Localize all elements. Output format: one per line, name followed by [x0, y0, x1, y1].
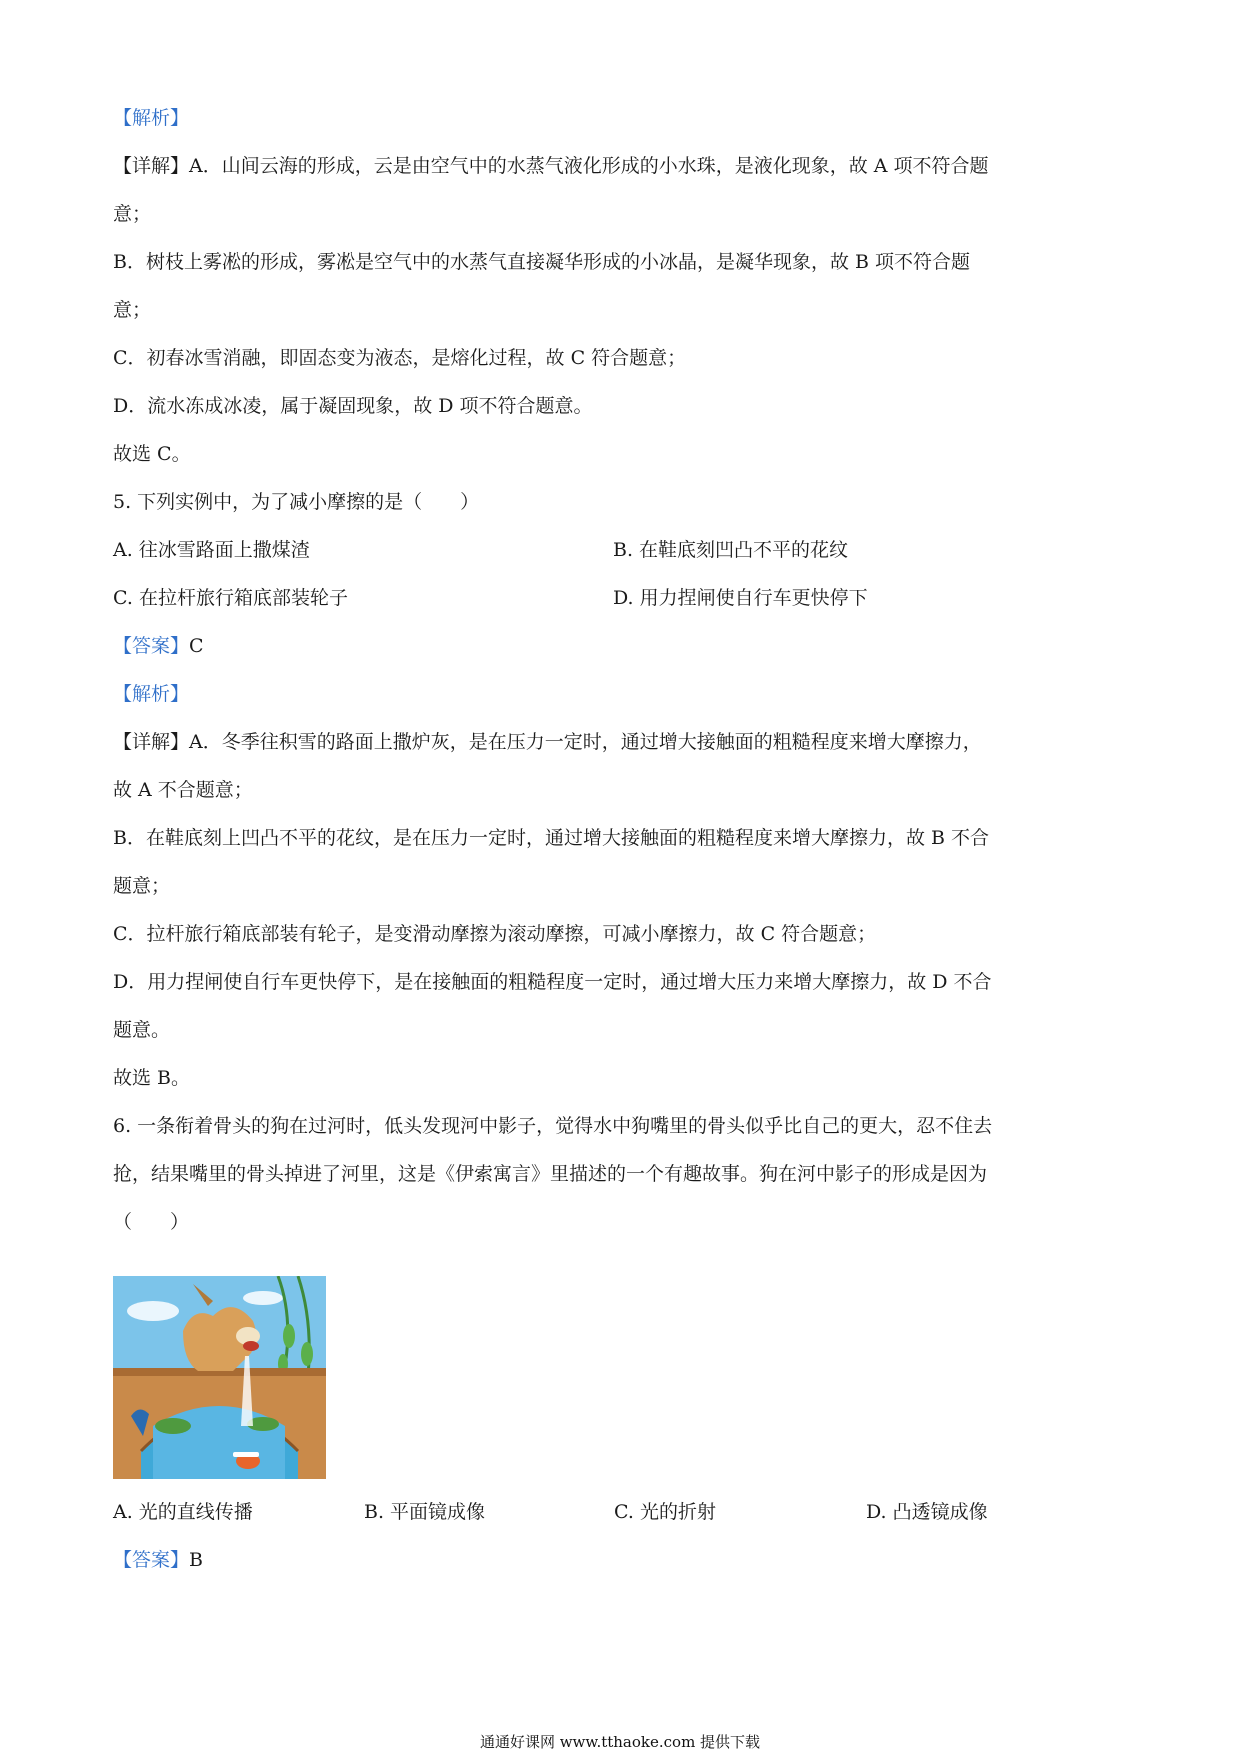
detail-tag: 【详解】 [113, 155, 190, 177]
answer-value: C [189, 635, 204, 657]
question-stem: 5. 下列实例中，为了减小摩擦的是（ ） [113, 491, 480, 513]
page-footer: 通通好课网 www.tthaoke.com 提供下载 [479, 1733, 761, 1751]
detail-line: 意； [113, 299, 152, 321]
analysis-heading: 【解析】 [113, 683, 190, 705]
option-c: C. 在拉杆旅行箱底部装轮子 [113, 587, 348, 609]
detail-text: A．山间云海的形成，云是由空气中的水蒸气液化形成的小水珠，是液化现象，故 A 项不符合题 [189, 155, 989, 177]
answer-line [113, 633, 204, 659]
detail-line: B．树枝上雾凇的形成，雾凇是空气中的水蒸气直接凝华形成的小冰晶，是凝华现象，故 B 项不符合题 [113, 251, 971, 273]
detail-line: 意； [113, 203, 152, 225]
option-a: A. 光的直线传播 [113, 1501, 253, 1523]
answer-value: B [189, 1549, 203, 1571]
option-c: C. 光的折射 [614, 1501, 716, 1523]
option-d: D. 用力捏闸使自行车更快停下 [613, 587, 868, 609]
detail-line: C．初春冰雪消融，即固态变为液态，是熔化过程，故 C 符合题意； [113, 347, 687, 369]
option-d: D. 凸透镜成像 [866, 1501, 988, 1523]
conclusion: 故选 C。 [113, 443, 191, 465]
question-stem: （ ） [113, 1211, 190, 1233]
detail-line [113, 153, 989, 179]
question-stem: 抢，结果嘴里的骨头掉进了河里，这是《伊索寓言》里描述的一个有趣故事。狗在河中影子的形成是因为 [113, 1163, 988, 1185]
detail-line [113, 729, 982, 755]
conclusion: 故选 B。 [113, 1067, 191, 1089]
answer-line [113, 1547, 203, 1573]
detail-line: D．用力捏闸使自行车更快停下，是在接触面的粗糙程度一定时，通过增大压力来增大摩擦力，故 D 不合 [113, 971, 992, 993]
detail-line: 故 A 不合题意； [113, 779, 253, 801]
detail-line: B．在鞋底刻上凹凸不平的花纹，是在压力一定时，通过增大接触面的粗糙程度来增大摩擦力，故 B 不合 [113, 827, 990, 849]
dog-bridge-illustration [113, 1276, 326, 1479]
option-b: B. 平面镜成像 [364, 1501, 486, 1523]
detail-text: A．冬季往积雪的路面上撒炉灰，是在压力一定时，通过增大接触面的粗糙程度来增大摩擦力， [189, 731, 982, 753]
analysis-heading: 【解析】 [113, 107, 190, 129]
question-stem: 6. 一条衔着骨头的狗在过河时，低头发现河中影子，觉得水中狗嘴里的骨头似乎比自己的更大，忍不住去 [113, 1115, 993, 1137]
option-a: A. 往冰雪路面上撒煤渣 [113, 539, 310, 561]
detail-line: D．流水冻成冰凌，属于凝固现象，故 D 项不符合题意。 [113, 395, 593, 417]
answer-tag: 【答案】 [113, 635, 190, 657]
dog-bridge-image [113, 1276, 326, 1479]
detail-line: 题意。 [113, 1019, 171, 1041]
detail-tag: 【详解】 [113, 731, 190, 753]
detail-line: 题意； [113, 875, 171, 897]
detail-line: C．拉杆旅行箱底部装有轮子，是变滑动摩擦为滚动摩擦，可减小摩擦力，故 C 符合题意； [113, 923, 877, 945]
option-b: B. 在鞋底刻凹凸不平的花纹 [613, 539, 849, 561]
answer-tag: 【答案】 [113, 1549, 190, 1571]
